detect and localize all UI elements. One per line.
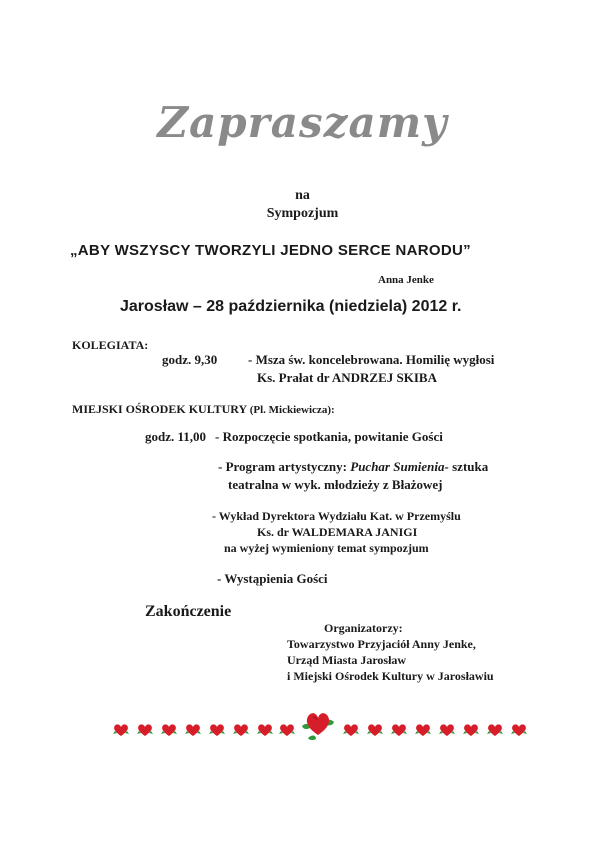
mok-program-title: Puchar Sumienia- bbox=[350, 459, 449, 474]
mok-program bbox=[218, 459, 488, 475]
date-line: Jarosław – 28 października (niedziela) 2012 r. bbox=[120, 298, 462, 315]
intro-sympozjum: Sympozjum bbox=[266, 206, 339, 221]
mok-time: godz. 11,00 bbox=[145, 429, 207, 444]
symposium-theme: „ABY WSZYSCY TWORZYLI JEDNO SERCE NARODU” bbox=[70, 242, 471, 259]
closing: Zakończenie bbox=[145, 603, 232, 620]
heart-icon bbox=[184, 722, 202, 738]
kolegiata-time: godz. 9,30 bbox=[162, 352, 218, 367]
heart-icon bbox=[366, 722, 384, 738]
organizers-line-1: Towarzystwo Przyjaciół Anny Jenke, bbox=[287, 637, 476, 651]
heart-icon bbox=[232, 722, 250, 738]
hearts-border bbox=[112, 706, 532, 746]
mok-program-suffix: sztuka bbox=[448, 459, 489, 474]
mok-program-line2: teatralna w wyk. młodzieży z Błażowej bbox=[228, 477, 443, 492]
kolegiata-celebrant: Ks. Prałat dr ANDRZEJ SKIBA bbox=[257, 370, 437, 385]
heart-icon bbox=[414, 722, 432, 738]
page-title: Zapraszamy bbox=[157, 98, 448, 147]
heart-icon bbox=[278, 722, 296, 738]
mok-opening: - Rozpoczęcie spotkania, powitanie Gości bbox=[215, 429, 443, 444]
kolegiata-label: KOLEGIATA: bbox=[72, 338, 149, 352]
heart-icon bbox=[160, 722, 178, 738]
organizers-line-2: Urząd Miasta Jarosław bbox=[287, 653, 407, 667]
heart-icon bbox=[486, 722, 504, 738]
heart-icon bbox=[300, 708, 336, 742]
mok-label-name: MIEJSKI OŚRODEK KULTURY bbox=[72, 402, 247, 416]
heart-icon bbox=[208, 722, 226, 738]
mok-lecture-line1: - Wykład Dyrektora Wydziału Kat. w Przemyślu bbox=[212, 509, 461, 523]
theme-author: Anna Jenke bbox=[378, 274, 434, 286]
intro-na: na bbox=[295, 188, 310, 203]
organizers-line-3: i Miejski Ośrodek Kultury w Jarosławiu bbox=[287, 669, 494, 683]
mok-lecture-line2: Ks. dr WALDEMARA JANIGI bbox=[257, 525, 418, 539]
organizers-label: Organizatorzy: bbox=[324, 621, 403, 635]
mok-label bbox=[72, 402, 335, 417]
kolegiata-event: - Msza św. koncelebrowana. Homilię wygłosi bbox=[248, 352, 495, 367]
heart-icon bbox=[462, 722, 480, 738]
heart-icon bbox=[136, 722, 154, 738]
heart-icon bbox=[390, 722, 408, 738]
heart-icon bbox=[256, 722, 274, 738]
heart-icon bbox=[510, 722, 528, 738]
heart-icon bbox=[438, 722, 456, 738]
heart-icon bbox=[112, 722, 130, 738]
mok-address: (Pl. Mickiewicza): bbox=[249, 404, 335, 416]
mok-guests: - Wystąpienia Gości bbox=[217, 571, 328, 586]
mok-lecture-line3: na wyżej wymieniony temat sympozjum bbox=[224, 541, 429, 555]
mok-program-prefix: - Program artystyczny: bbox=[218, 459, 351, 474]
heart-icon bbox=[342, 722, 360, 738]
